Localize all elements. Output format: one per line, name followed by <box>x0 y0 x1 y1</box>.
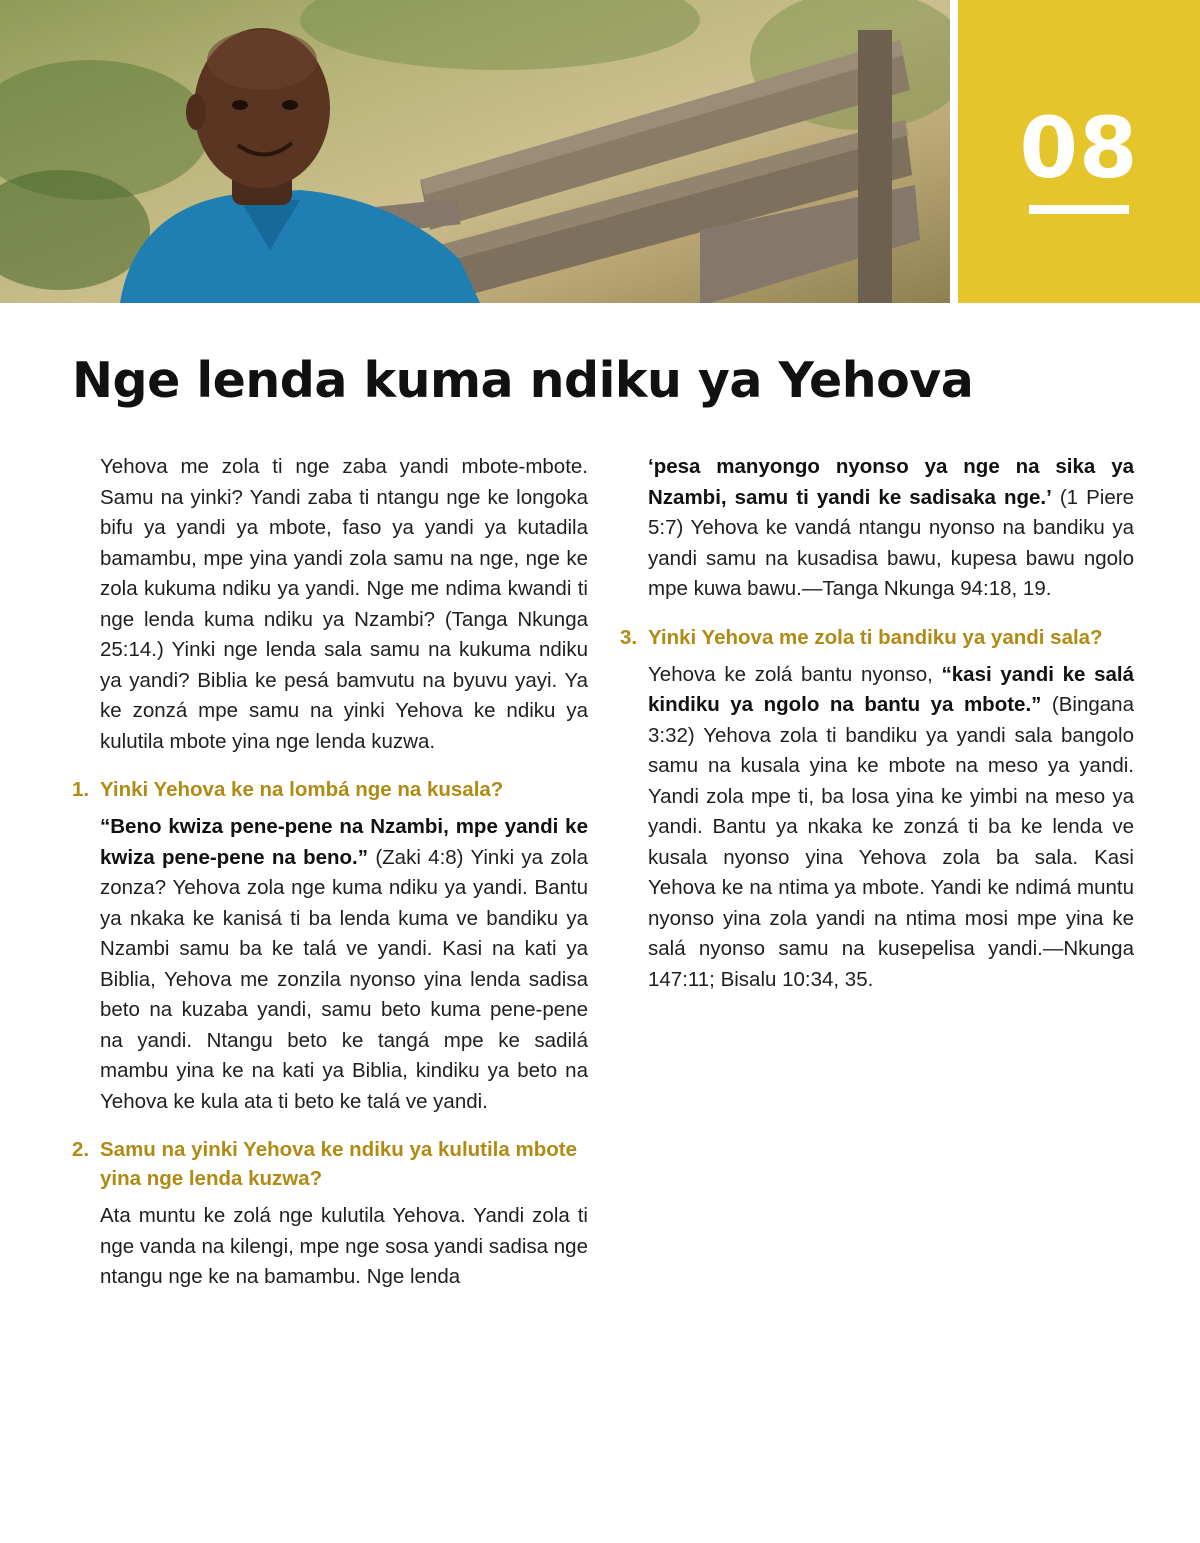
question-heading <box>72 1135 588 1193</box>
answer-text: (1 Piere 5:7) Yehova ke vandá ntangu nyonso na bandiku ya yandi samu na kusadisa bawu, kupesa bawu ngolo mpe kuwa bawu.—Tanga Nkunga 94:18, 19. <box>648 485 1134 600</box>
question-number: 3. <box>620 625 638 649</box>
lesson-number-box <box>958 0 1200 303</box>
scripture-quote: “kasi yandi ke salá kindiku ya ngolo na bantu ya mbote.” <box>648 662 1135 716</box>
question-number: 1. <box>72 778 90 801</box>
answer-paragraph <box>648 660 1134 996</box>
page-title: Nge lenda kuma ndiku ya Yehova <box>72 352 974 409</box>
question-heading <box>72 775 588 804</box>
scripture-quote: ‘pesa manyongo nyonso ya nge na sika ya Nzambi, samu ti yandi ke sadisaka nge.’ <box>648 455 1134 509</box>
lesson-number-underline <box>1029 205 1129 214</box>
answer-text: Yehova ke zolá bantu nyonso, <box>648 662 942 686</box>
man-on-bench-illustration <box>0 0 950 303</box>
answer-text: (Bingana 3:32) Yehova zola ti bandiku ya yandi sala bangolo samu na kusala yina ke mbote na meso ya yandi. Yandi zola mpe ti, ba losa yina ke yimbi na meso ya yandi. Bantu ya nkaka ke zonzá ti ba ke lenda ve kusala nyonso yina Yehova zola ba sala. Kasi Yehova ke na ntima ya mbote. Yandi ke ndimá muntu nyonso yina zola yandi na ntima mosi mpe yina ke salá nyonso samu na kusepelisa yandi.—Nkunga 147:11; Bisalu 10:34, 35. <box>648 693 1134 991</box>
answer-paragraph <box>100 812 588 1117</box>
intro-paragraph: Yehova me zola ti nge zaba yandi mbote-mbote. Samu na yinki? Yandi zaba ti ntangu nge ke longoka bifu ya yandi ya mbote, faso ya yandi ya kutadila bamambu, mpe yina yandi zola samu na nge, nge ke zola kukuma ndiku ya yandi. Nge me ndima kwandi ti nge lenda kuma ndiku ya Nzambi? (Tanga Nkunga 25:14.) Yinki nge lenda sala samu na kukuma ndiku ya yandi? Biblia ke pesá bamvutu na byuvu yayi. Ya ke zonzá mpe samu na yinki Yehova ke ndiku ya kulutila mbote yina nge lenda kuzwa. <box>100 455 588 753</box>
answer-text: Ata muntu ke zolá nge kulutila Yehova. Yandi zola ti nge vanda na kilengi, mpe nge sosa yandi sadisa nge ntangu nge ke na bamambu. Nge lenda <box>100 1204 588 1288</box>
question-text: Samu na yinki Yehova ke ndiku ya kulutila mbote yina nge lenda kuzwa? <box>100 1138 577 1190</box>
lesson-number: 08 <box>1019 99 1139 197</box>
question-heading <box>620 623 1134 652</box>
answer-paragraph-continued <box>648 452 1134 605</box>
question-text: Yinki Yehova me zola ti bandiku ya yandi sala? <box>648 625 1103 649</box>
question-text: Yinki Yehova ke na lombá nge na kusala? <box>100 778 504 801</box>
answer-paragraph-start <box>100 1201 588 1293</box>
right-column <box>620 452 1134 1013</box>
scripture-quote: “Beno kwiza pene-pene na Nzambi, mpe yandi ke kwiza pene-pene na beno.” <box>100 815 588 869</box>
question-number: 2. <box>72 1138 90 1161</box>
left-column <box>72 452 588 1293</box>
header-photo <box>0 0 950 303</box>
answer-text: (Zaki 4:8) Yinki ya zola zonza? Yehova zola nge kuma ndiku ya yandi. Bantu ya nkaka ke kanisá ti ba lenda kuma ve bandiku ya Nzambi samu ba ke talá ve yandi. Kasi na kati ya Biblia, Yehova me zonzila nyonso yina lenda sadisa beto na kuzaba yandi, samu beto kuma pene-pene na yandi. Ntangu beto ke tangá mpe ke sadilá mambu yina ke na kati ya Biblia, kindiku ya beto na Yehova ke kula ata ti beto ke talá ve yandi. <box>100 845 589 1113</box>
